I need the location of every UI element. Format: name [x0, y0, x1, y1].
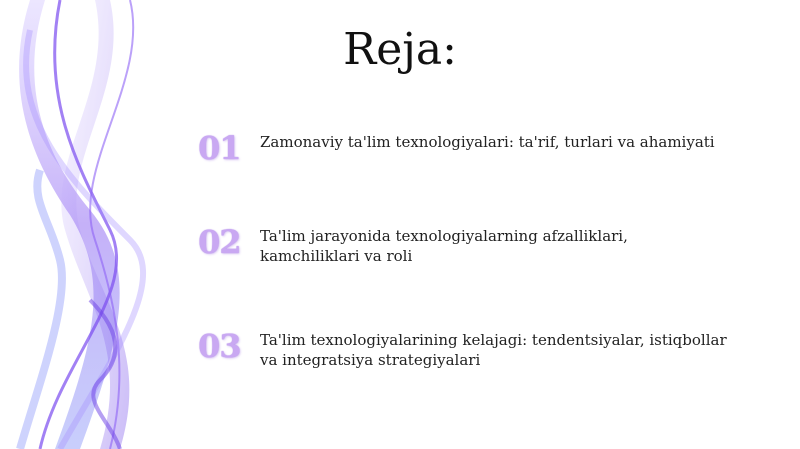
- item-number: 02: [198, 223, 241, 261]
- item-text: Ta'lim jarayonida texnologiyalarning afzalliklari, kamchiliklari va roli: [260, 227, 628, 265]
- item-number: 01: [198, 129, 241, 167]
- item-number: 03: [198, 327, 241, 365]
- agenda-item: [198, 222, 758, 282]
- agenda-item: [198, 128, 758, 188]
- slide-title: Reja:: [343, 24, 457, 75]
- purple-smoke-decoration: [0, 0, 200, 449]
- agenda-item: [198, 326, 758, 386]
- item-text: Zamonaviy ta'lim texnologiyalari: ta'rif, turlari va ahamiyati: [260, 133, 715, 151]
- item-text: Ta'lim texnologiyalarining kelajagi: tendentsiyalar, istiqbollar va integratsiya strategiyalari: [260, 331, 727, 369]
